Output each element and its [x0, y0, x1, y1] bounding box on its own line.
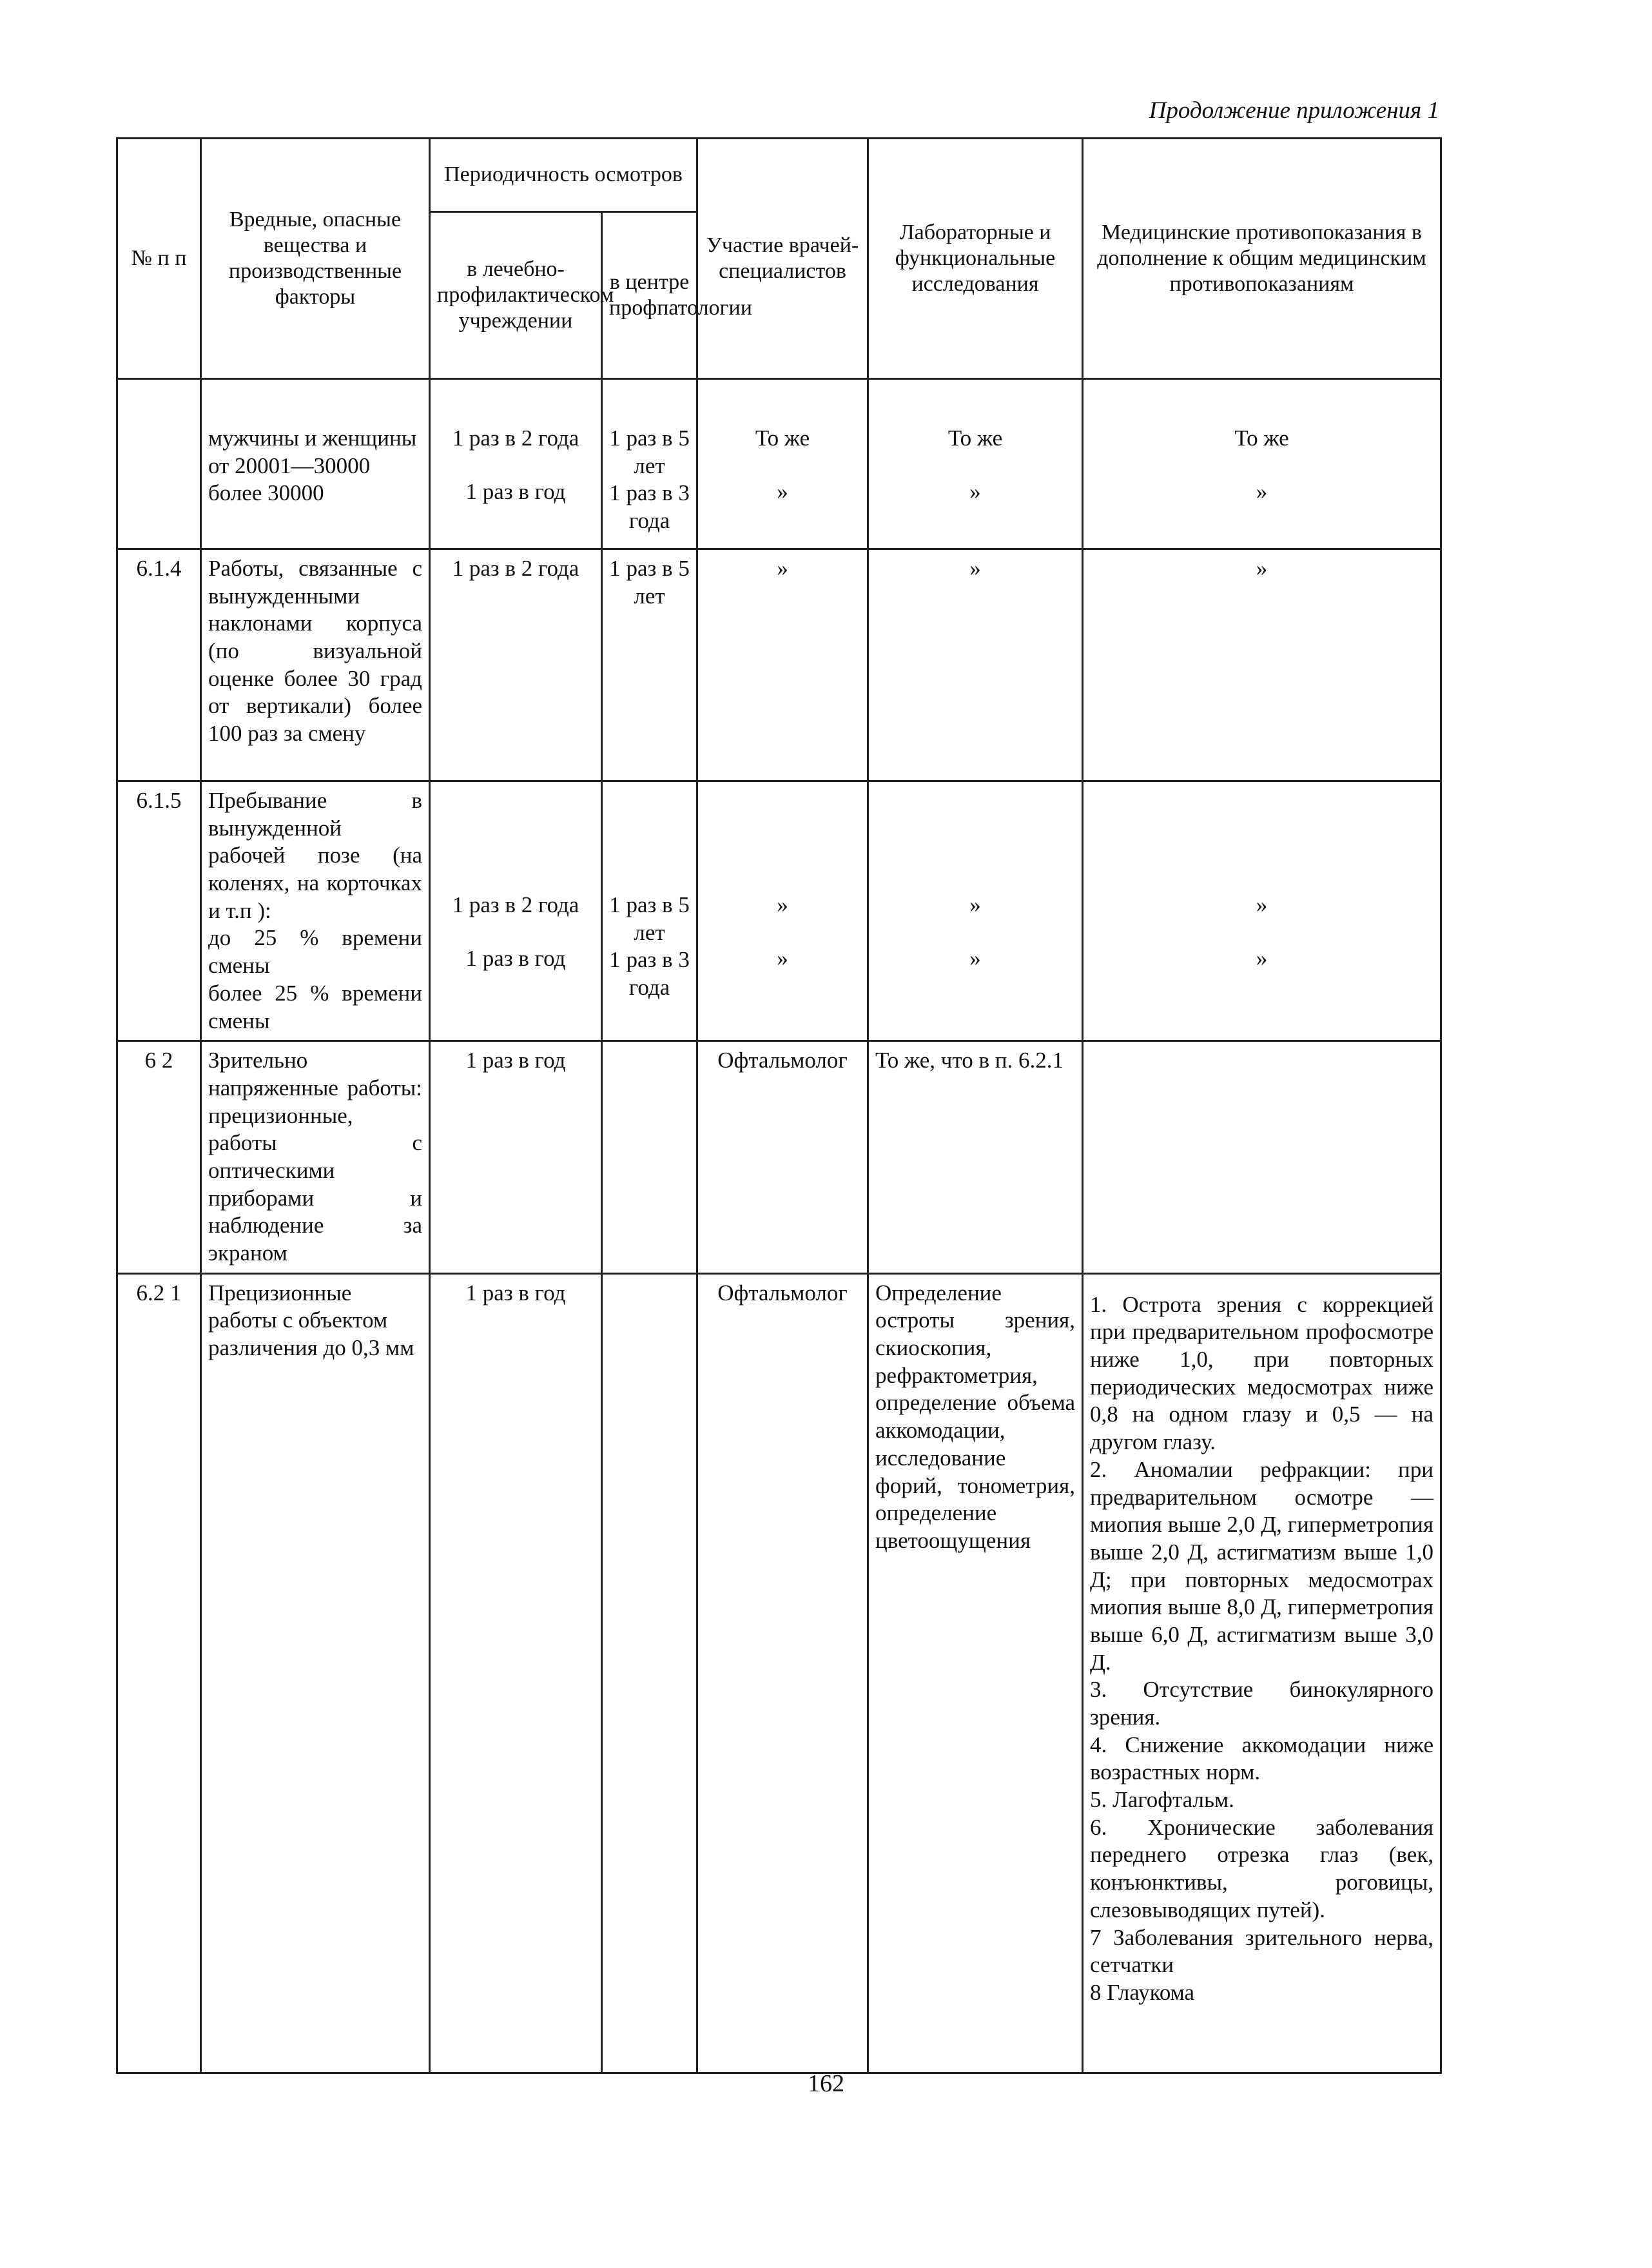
row-contraindications	[1083, 1041, 1441, 1274]
lab-line: »	[969, 945, 981, 971]
center-line: 1 раз в 3 года	[609, 480, 690, 534]
contra-item: 3. Отсутствие бинокулярного зрения.	[1090, 1677, 1434, 1730]
contra-item: 4. Снижение аккомодации ниже возрастных норм.	[1090, 1732, 1434, 1785]
contra-item: 6. Хронические заболевания переднего отрезка глаз (век, конъюнктивы, роговицы, слезовыводящих путей).	[1090, 1814, 1434, 1922]
row-center	[602, 1041, 697, 1274]
row-contraindications	[1083, 781, 1441, 1041]
table-row	[117, 1041, 1441, 1274]
contra-line: »	[1256, 945, 1268, 971]
header-contraindications: Медицинские противопоказания в дополнение к общим медицинским противопоказаниям	[1083, 139, 1441, 379]
row-contraindications: »	[1083, 549, 1441, 781]
contra-line: »	[1256, 892, 1268, 917]
contra-item: 5. Лагофтальм.	[1090, 1787, 1234, 1813]
header-lpu: в лечебно-профилактическом учреждении	[430, 212, 602, 379]
row-specialists: Офтальмолог	[697, 1273, 868, 2073]
running-head: Продолжение приложения 1	[1149, 97, 1439, 124]
spec-line: То же	[755, 425, 810, 451]
row-center: 1 раз в 5 лет	[602, 549, 697, 781]
factor-line: более 30000	[208, 480, 324, 506]
table-row	[117, 549, 1441, 781]
table-row	[117, 379, 1441, 549]
spec-line: »	[777, 478, 788, 504]
row-factor	[201, 781, 430, 1041]
center-line: 1 раз в 5 лет	[609, 425, 690, 478]
row-num: 6 2	[117, 1041, 201, 1274]
row-lab: »	[868, 549, 1083, 781]
row-factor: Работы, связанные с вынужденными наклонами корпуса (по визуальной оценке более 30 град от вертикали) более 100 раз за смену	[201, 549, 430, 781]
lab-line: »	[969, 892, 981, 917]
row-lpu	[430, 781, 602, 1041]
lpu-line: 1 раз в 2 года	[452, 425, 579, 451]
row-lab: Определение остроты зрения, скиоскопия, рефрактометрия, определение объема аккомодации, исследование форий, тонометрия, определение цветоощущения	[868, 1273, 1083, 2073]
header-row	[117, 139, 1441, 212]
header-factors: Вредные, опасные вещества и производственные факторы	[201, 139, 430, 379]
row-lab	[868, 781, 1083, 1041]
requirements-table	[116, 137, 1442, 2074]
row-center	[602, 379, 697, 549]
row-lpu	[430, 379, 602, 549]
row-specialists: Офтальмолог	[697, 1041, 868, 1274]
header-center: в центре профпатологии	[602, 212, 697, 379]
header-specialists: Участие врачей-специалистов	[697, 139, 868, 379]
factor-line: до 25 % времени смены	[208, 925, 422, 979]
row-specialists	[697, 379, 868, 549]
row-num: 6.1.5	[117, 781, 201, 1041]
spec-line: »	[777, 892, 788, 917]
page-number: 162	[808, 2070, 844, 2097]
row-lab: То же, что в п. 6.2.1	[868, 1041, 1083, 1274]
row-lpu: 1 раз в год	[430, 1041, 602, 1274]
row-lpu: 1 раз в год	[430, 1273, 602, 2073]
center-line: 1 раз в 3 года	[609, 947, 690, 1001]
row-specialists	[697, 781, 868, 1041]
row-center	[602, 1273, 697, 2073]
row-factor: Зрительно напряженные работы: прецизионные, работы с оптическими приборами и наблюдение за экраном	[201, 1041, 430, 1274]
lpu-line: 1 раз в 2 года	[452, 892, 579, 917]
contra-item: 8 Глаукома	[1090, 1979, 1195, 2005]
row-factor: Прецизионные работы с объектом различения до 0,3 мм	[201, 1273, 430, 2073]
factor-line: более 25 % времени смены	[208, 980, 422, 1033]
header-periodicity: Периодичность осмотров	[430, 139, 697, 212]
lab-line: »	[969, 478, 981, 504]
row-num: 6.1.4	[117, 549, 201, 781]
row-lpu: 1 раз в 2 года	[430, 549, 602, 781]
factor-line: мужчины и женщины от 20001—30000	[208, 425, 417, 478]
header-lab: Лабораторные и функциональные исследования	[868, 139, 1083, 379]
contra-item: 1. Острота зрения с коррекцией при предварительном профосмотре ниже 1,0, при повторных периодических медосмотрах ниже 0,8 на одном глазу и 0,5 — на другом глазу.	[1090, 1291, 1434, 1455]
factor-intro: Пребывание в вынужденной рабочей позе (на коленях, на корточках и т.п ):	[208, 788, 422, 923]
center-line: 1 раз в 5 лет	[609, 892, 690, 945]
lpu-line: 1 раз в год	[465, 945, 566, 971]
contra-line: То же	[1234, 425, 1289, 451]
table-row	[117, 781, 1441, 1041]
lpu-line: 1 раз в год	[465, 478, 566, 504]
contra-line: »	[1256, 478, 1268, 504]
row-lab	[868, 379, 1083, 549]
row-specialists: »	[697, 549, 868, 781]
row-num: 6.2 1	[117, 1273, 201, 2073]
row-factor	[201, 379, 430, 549]
row-num	[117, 379, 201, 549]
contra-item: 2. Аномалии рефракции: при предварительном осмотре — миопия выше 2,0 Д, гиперметропия выше 2,0 Д, астигматизм выше 1,0 Д; при повторных медосмотрах миопия выше 8,0 Д, гиперметропия выше 6,0 Д, астигматизм выше 3,0 Д.	[1090, 1456, 1434, 1675]
table-row	[117, 1273, 1441, 2073]
row-contraindications	[1083, 379, 1441, 549]
header-num: № п п	[117, 139, 201, 379]
lab-line: То же	[947, 425, 1003, 451]
row-contraindications	[1083, 1273, 1441, 2073]
spec-line: »	[777, 945, 788, 971]
contra-item: 7 Заболевания зрительного нерва, сетчатки	[1090, 1924, 1434, 1978]
row-center	[602, 781, 697, 1041]
